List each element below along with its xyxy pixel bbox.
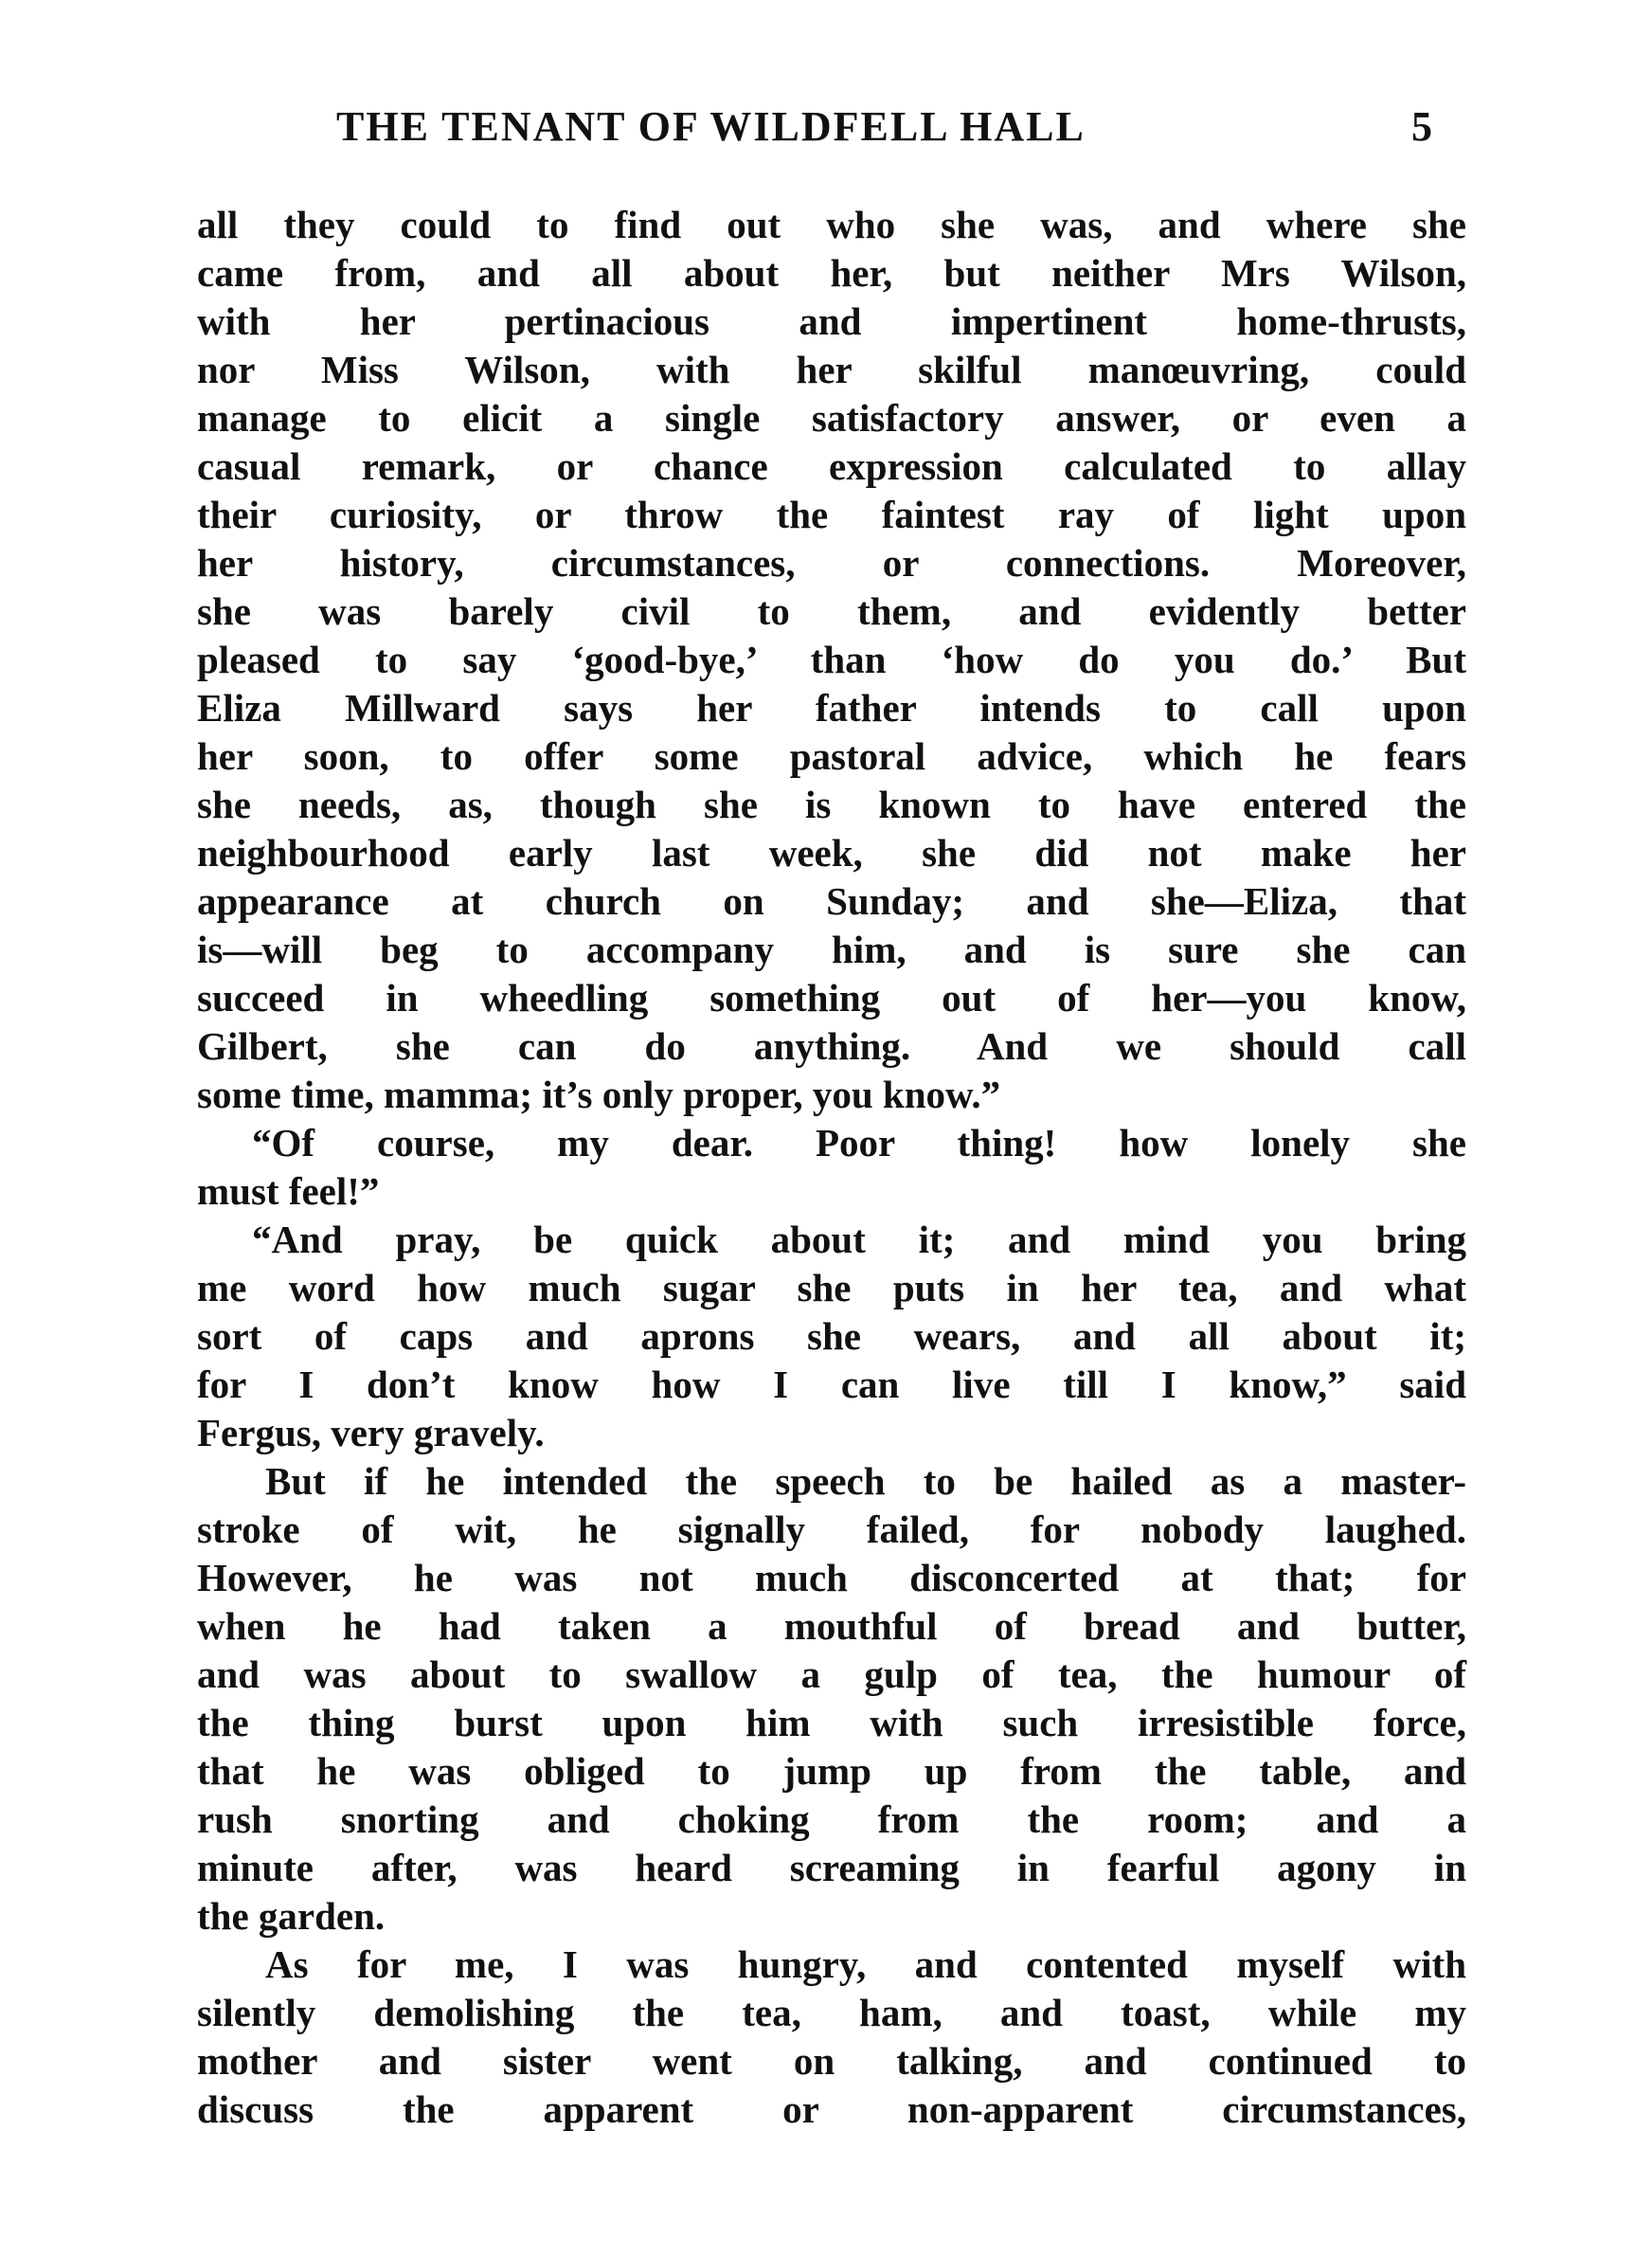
text-line: all they could to find out who she was, and where she	[197, 203, 1466, 246]
running-head	[336, 102, 1473, 159]
text-line: she was barely civil to them, and evidently better	[197, 589, 1466, 633]
text-line: must feel!”	[197, 1169, 380, 1213]
text-line: appearance at church on Sunday; and she—Eliza, that	[197, 879, 1466, 923]
text-line: Gilbert, she can do anything. And we should call	[197, 1024, 1466, 1068]
text-line: she needs, as, though she is known to have entered the	[197, 783, 1466, 826]
text-line: minute after, was heard screaming in fearful agony in	[197, 1846, 1466, 1889]
paragraph-first-line: “Of course, my dear. Poor thing! how lonely she	[252, 1121, 1466, 1165]
text-line: However, he was not much disconcerted at that; for	[197, 1556, 1466, 1599]
text-line: some time, mamma; it’s only proper, you know.”	[197, 1073, 1001, 1116]
text-line: mother and sister went on talking, and continued to	[197, 2039, 1466, 2083]
text-line: rush snorting and choking from the room; and a	[197, 1797, 1466, 1841]
text-line: for I don’t know how I can live till I know,” said	[197, 1363, 1466, 1406]
text-line: when he had taken a mouthful of bread and butter,	[197, 1604, 1466, 1648]
text-line: manage to elicit a single satisfactory answer, or even a	[197, 396, 1466, 440]
text-line: silently demolishing the tea, ham, and toast, while my	[197, 1991, 1466, 2034]
text-line: with her pertinacious and impertinent home-thrusts,	[197, 299, 1466, 343]
text-line: me word how much sugar she puts in her tea, and what	[197, 1266, 1466, 1309]
text-line: that he was obliged to jump up from the table, and	[197, 1749, 1466, 1793]
text-line: discuss the apparent or non-apparent circumstances,	[197, 2087, 1466, 2131]
running-title: THE TENANT OF WILDFELL HALL	[336, 103, 1086, 150]
text-line: came from, and all about her, but neither Mrs Wilson,	[197, 251, 1466, 295]
body-text	[197, 201, 1466, 2134]
text-line: the garden.	[197, 1894, 386, 1938]
text-line: their curiosity, or throw the faintest ray of light upon	[197, 493, 1466, 536]
paragraph-first-line: “And pray, be quick about it; and mind you bring	[252, 1218, 1466, 1261]
text-line: neighbourhood early last week, she did not make her	[197, 831, 1466, 875]
text-line: nor Miss Wilson, with her skilful manœuvring, could	[197, 348, 1466, 391]
paragraph-first-line: As for me, I was hungry, and contented myself with	[265, 1942, 1466, 1986]
text-line: succeed in wheedling something out of her—you know,	[197, 976, 1466, 1020]
text-line: Fergus, very gravely.	[197, 1411, 545, 1454]
text-line: casual remark, or chance expression calculated to allay	[197, 444, 1466, 488]
text-line: pleased to say ‘good-bye,’ than ‘how do you do.’ But	[197, 638, 1466, 681]
text-line: is—will beg to accompany him, and is sure she can	[197, 928, 1466, 971]
text-line: and was about to swallow a gulp of tea, the humour of	[197, 1652, 1466, 1696]
text-line: Eliza Millward says her father intends to call upon	[197, 686, 1466, 730]
page-number: 5	[1411, 103, 1432, 150]
text-line: the thing burst upon him with such irresistible force,	[197, 1701, 1466, 1744]
paragraph-first-line: But if he intended the speech to be hailed as a master-	[265, 1459, 1466, 1503]
text-line: sort of caps and aprons she wears, and all about it;	[197, 1314, 1466, 1358]
text-line: stroke of wit, he signally failed, for nobody laughed.	[197, 1508, 1466, 1551]
text-line: her soon, to offer some pastoral advice, which he fears	[197, 734, 1466, 778]
text-line: her history, circumstances, or connections. Moreover,	[197, 541, 1466, 585]
